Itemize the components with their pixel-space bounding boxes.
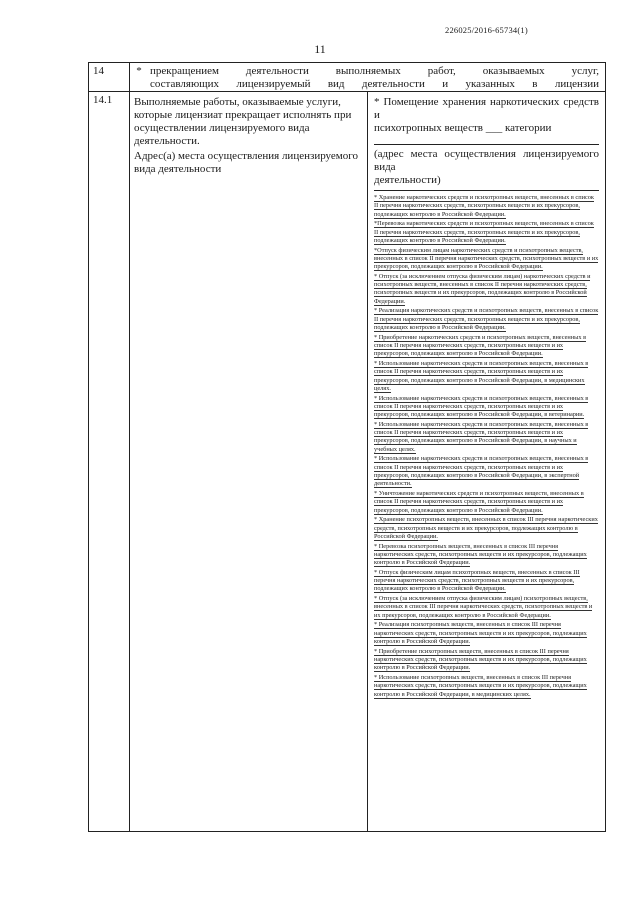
activity-item <box>374 490 599 515</box>
row-14-text <box>148 63 605 91</box>
activity-item-text: *Перевозка наркотических средств и психотропных веществ, внесенных в список II перечня наркотических средств, психотропных веществ и их прекурсоров, подлежащих контролю в Российской Федерации. <box>374 220 594 244</box>
activity-item-text: * Отпуск (за исключением отпуска физическим лицам) наркотических средств и психотропных веществ, внесенных в список II перечня наркотических средств, психотропных веществ и их прекурсоров, подлежащих контролю в Российской Федерации. <box>374 272 591 305</box>
activity-item <box>374 543 599 568</box>
works-description-cell <box>130 92 368 832</box>
activity-item <box>374 220 599 245</box>
premises-line2: психотропных веществ ___ категории <box>374 122 552 134</box>
activity-item <box>374 516 599 541</box>
activity-item-text: * Перевозка психотропных веществ, внесенных в список III перечня наркотических средств, психотропных веществ и их прекурсоров, подлежащих контролю в Российской Федерации. <box>374 542 587 567</box>
row-number-14: 14 <box>89 63 130 92</box>
activity-item <box>374 307 599 332</box>
premises-underline <box>374 135 599 145</box>
row-14-star: * <box>136 65 142 77</box>
activity-item <box>374 247 599 272</box>
address-line2: деятельности) <box>374 174 441 186</box>
activity-item <box>374 395 599 420</box>
activity-item-text: * Хранение психотропных веществ, внесенных в список III перечня наркотических средств, психотропных веществ и их прекурсоров, подлежащих контролю в Российской Федерации. <box>374 516 598 540</box>
activity-item <box>374 273 599 306</box>
activity-item-text: * Использование наркотических средств и психотропных веществ, внесенных в список II перечня наркотических средств, психотропных веществ и их прекурсоров, подлежащих контролю в Российской Федерации, в экспертной деятельности. <box>374 455 589 488</box>
activity-item <box>374 360 599 393</box>
table-row-14 <box>89 63 606 92</box>
address-caption <box>374 148 599 187</box>
address-underline <box>374 188 599 191</box>
activity-item-text: * Использование наркотических средств и психотропных веществ, внесенных в список II перечня наркотических средств, психотропных веществ и их прекурсоров, подлежащих контролю в Российской Федерации, в научных и учебных целях. <box>374 420 589 453</box>
activity-item <box>374 648 599 673</box>
address-label-text: Адрес(а) места осуществления лицензируемого вида деятельности <box>134 150 358 175</box>
document-number: 226025/2016-65734(1) <box>445 25 528 35</box>
activity-item <box>374 621 599 646</box>
row-14-content <box>130 63 606 92</box>
activity-item <box>374 569 599 594</box>
activity-item-text: * Использование психотропных веществ, внесенных в список III перечня наркотических средств, психотропных веществ и их прекурсоров, подлежащих контролю в Российской Федерации, в медицинских целях. <box>374 673 587 698</box>
activity-item <box>374 595 599 620</box>
activity-item <box>374 334 599 359</box>
row-number-14-1: 14.1 <box>89 92 130 832</box>
premises-cell <box>368 92 606 832</box>
activity-items-list <box>374 194 599 699</box>
activity-item <box>374 194 599 219</box>
activity-item <box>374 421 599 454</box>
activity-item-text: * Реализация психотропных веществ, внесенных в список III перечня наркотических средств, психотропных веществ и их прекурсоров, подлежащих контролю в Российской Федерации. <box>374 621 587 645</box>
activity-item-text: *Отпуск физическим лицам наркотических средств и психотропных веществ, внесенных в список II перечня наркотических средств, психотропных веществ и их прекурсоров, подлежащих контролю в Российской Федерации. <box>374 246 599 271</box>
row-14-line2: составляющих лицензируемый вид деятельности и указанных в лицензии <box>150 78 599 90</box>
row-14-line1: прекращением деятельности выполняемых работ, оказываемых услуг, <box>150 65 599 77</box>
page-number: 11 <box>314 42 326 56</box>
activity-item-text: * Реализация наркотических средств и психотропных веществ, внесенных в список II перечня наркотических средств, психотропных веществ и их прекурсоров, подлежащих контролю в Российской Федерации. <box>374 307 599 332</box>
activity-item-text: * Приобретение психотропных веществ, внесенных в список III перечня наркотических средств, психотропных веществ и их прекурсоров, подлежащих контролю в Российской Федерации. <box>374 647 587 672</box>
activity-item-text: * Отпуск (за исключением отпуска физическим лицам) психотропных веществ, внесенных в список III перечня наркотических средств, психотропных веществ и их прекурсоров, подлежащих контролю в Российской Федерации. <box>374 595 593 619</box>
activity-item-text: * Приобретение наркотических средств и психотропных веществ, внесенных в список II перечня наркотических средств, психотропных веществ и их прекурсоров, подлежащих контролю в Российской Федерации. <box>374 333 587 358</box>
premises-line1: * Помещение хранения наркотических средств и <box>374 96 599 121</box>
activity-item-text: * Уничтожение наркотических средств и психотропных веществ, внесенных в список II перечня наркотических средств, психотропных веществ и их прекурсоров, подлежащих контролю в Российской Федерации. <box>374 490 584 514</box>
activity-item-text: * Использование наркотических средств и психотропных веществ, внесенных в список II перечня наркотических средств, психотропных веществ и их прекурсоров, подлежащих контролю в Российской Федерации, в ветеринарии. <box>374 394 589 419</box>
activity-item <box>374 674 599 699</box>
activity-item <box>374 455 599 488</box>
address-line1: (адрес места осуществления лицензируемого вида <box>374 148 599 173</box>
activity-item-text: * Отпуск физическим лицам психотропных веществ, внесенных в список III перечня наркотических средств, психотропных веществ и их прекурсоров, подлежащих контролю в Российской Федерации. <box>374 568 580 593</box>
premises-heading <box>374 96 599 135</box>
activity-item-text: * Использование наркотических средств и психотропных веществ, внесенных в список II перечня наркотических средств, психотропных веществ и их прекурсоров, подлежащих контролю в Российской Федерации, в медицинских целях. <box>374 359 589 392</box>
table-row-14-1 <box>89 92 606 832</box>
works-description-text: Выполняемые работы, оказываемые услуги, которые лицензиат прекращает исполнять при осуществлении лицензируемого вида деятельности. <box>134 96 352 147</box>
license-table <box>88 62 606 832</box>
activity-item-text: * Хранение наркотических средств и психотропных веществ, внесенных в список II перечня наркотических средств, психотропных веществ и их прекурсоров, подлежащих контролю в Российской Федерации. <box>374 194 594 218</box>
